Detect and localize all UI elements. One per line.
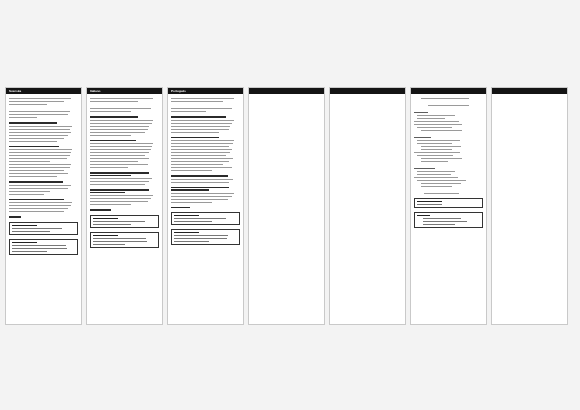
code-box xyxy=(90,232,159,248)
code-box xyxy=(171,229,240,245)
column-1 xyxy=(5,87,82,325)
column-header: Svenska xyxy=(6,88,81,94)
column-text xyxy=(6,94,81,257)
column-4 xyxy=(248,87,325,325)
column-2 xyxy=(86,87,163,325)
code-box xyxy=(90,215,159,228)
column-text xyxy=(168,94,243,247)
code-box xyxy=(414,198,483,208)
column-header xyxy=(249,88,324,94)
column-7 xyxy=(491,87,568,325)
column-text xyxy=(411,94,486,230)
column-header xyxy=(330,88,405,94)
column-6 xyxy=(410,87,487,325)
code-box xyxy=(9,222,78,235)
code-box xyxy=(171,212,240,225)
column-5 xyxy=(329,87,406,325)
code-box xyxy=(9,239,78,255)
column-header xyxy=(492,88,567,94)
column-3 xyxy=(167,87,244,325)
column-text xyxy=(87,94,162,250)
column-header: Italiano xyxy=(87,88,162,94)
column-header: Português xyxy=(168,88,243,94)
code-box xyxy=(414,212,483,228)
